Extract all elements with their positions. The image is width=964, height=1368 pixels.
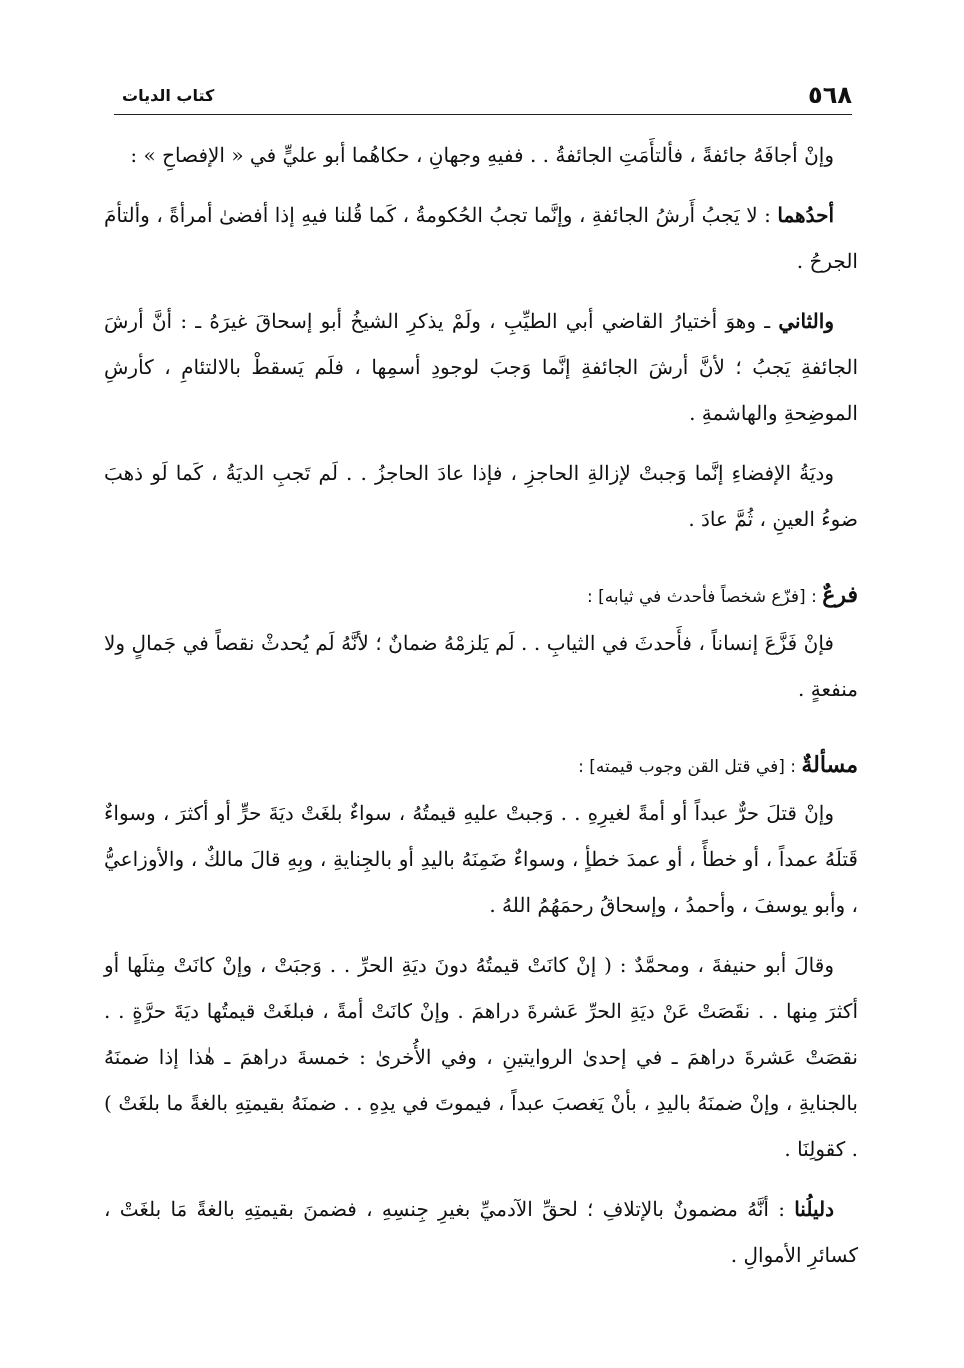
- paragraph-8: [104, 1186, 858, 1278]
- heading-topic: : [فزّع شخصاً فأحدث في ثيابه] :: [586, 587, 823, 607]
- paragraph-3: [104, 298, 858, 436]
- paragraph-text: فإنْ فَزَّعَ إنساناً ، فأَحدثَ في الثيابِ . . لَم يَلزمْهُ ضمانٌ ؛ لأنَّهُ لَم يُحدثْ نقصاً في جَمالٍ ولا منفعةٍ .: [104, 631, 858, 701]
- paragraph-text: : أنَّهُ مضمونٌ بالإتلافِ ؛ لحقِّ الآدميِّ بغيرِ جِنسِهِ ، فضمنَ بقيمتِهِ بالغةً مَا بلغَتْ ، كسائرِ الأموالِ .: [104, 1197, 858, 1267]
- section-heading-far: [104, 572, 858, 620]
- running-title: كتاب الديات: [122, 86, 215, 105]
- heading-word: مسألةٌ: [801, 752, 858, 778]
- paragraph-text: وديَةُ الإفضاءِ إنَّما وَجبتْ لإزالةِ الحاجزِ ، فإذا عادَ الحاجزُ . . لَم تَجبِ الديَةُ ، كَما لَو ذهبَ ضوءُ العينِ ، ثُمَّ عادَ .: [104, 461, 858, 531]
- heading-word: فرعٌ: [822, 582, 858, 608]
- paragraph-text: ـ وهوَ أختيارُ القاضي أبي الطيِّبِ ، ولَمْ يذكرِ الشيخُ أبو إسحاقَ غيرَهُ ـ : أنَّ أرشَ الجائفةِ يَجبُ ؛ لأنَّ أرشَ الجائفةِ إنَّما وَجبَ لوجودِ أسمِها ، فلَم يَسقطْ بالالتئامِ ، كأرشِ الموضِحةِ والهاشمةِ .: [104, 309, 858, 425]
- paragraph-1: [104, 132, 858, 178]
- paragraph-lead: والثاني: [778, 309, 834, 333]
- paragraph-text: وقالَ أبو حنيفةَ ، ومحمَّدٌ : ( إنْ كانَتْ قيمتُهُ دونَ ديَةِ الحرِّ . . وَجبَتْ ، وإنْ كانَتْ مِثلَها أو أكثرَ مِنها . . نقَصَتْ عَنْ ديَةِ الحرِّ عَشرةَ دراهمَ . وإنْ كانَتْ أمةً ، فبلغَتْ قيمتُها ديَةَ حرَّةٍ . . نقصَتْ عَشرةَ دراهمَ ـ في إحدىٰ الروايتينِ ، وفي الأُخرىٰ : خمسةَ دراهمَ ـ هٰذا إذا ضمنَهُ بالجنايةِ ، وإنْ ضمنَهُ باليدِ ، بأنْ يَغصبَ عبداً ، فيموتَ في يدِهِ . . ضمنَهُ بقيمتِهِ بالغةً ما بلغَتْ ) . كقولِنَا .: [104, 953, 858, 1161]
- paragraph-text: وإنْ قتلَ حرٌّ عبداً أو أمةً لغيرِهِ . . وَجبتْ عليهِ قيمتُهُ ، سواءٌ بلغَتْ ديَةَ حرٍّ أو أكثرَ ، وسواءٌ قَتلَهُ عمداً ، أو خطأً ، أو عمدَ خطأٍ ، وسواءٌ ضَمِنَهُ باليدِ أو بالجِنايةِ ، وبِهِ قالَ مالكٌ ، والأوزاعيُّ ، وأبو يوسفَ ، وأحمدُ ، وإسحاقُ رحمَهُمُ اللهُ .: [104, 801, 858, 917]
- section-heading-masala: [104, 742, 858, 790]
- heading-topic: : [في قتل القن وجوب قيمته] :: [578, 757, 802, 777]
- paragraph-6: [104, 790, 858, 928]
- paragraph-text: وإنْ أجافَهُ جائفةً ، فألتأَمَتِ الجائفةُ . . ففيهِ وجهانِ ، حكاهُما أبو عليٍّ في « الإفصاحِ » :: [130, 143, 834, 167]
- page-header: [114, 80, 852, 115]
- paragraph-4: [104, 450, 858, 542]
- paragraph-7: [104, 942, 858, 1172]
- paragraph-5: [104, 620, 858, 712]
- paragraph-2: [104, 192, 858, 284]
- page-number: ٥٦٨: [808, 81, 852, 109]
- paragraph-lead: دليلُنا: [794, 1197, 834, 1221]
- page-body: [104, 132, 858, 1280]
- paragraph-text: : لا يَجبُ أَرشُ الجائفةِ ، وإنَّما تجبُ الحُكومةُ ، كَما قُلنا فيهِ إذا أفضىٰ أمرأةً ، وألتأمَ الجرحُ .: [104, 203, 858, 273]
- paragraph-lead: أحدُهما: [777, 203, 834, 227]
